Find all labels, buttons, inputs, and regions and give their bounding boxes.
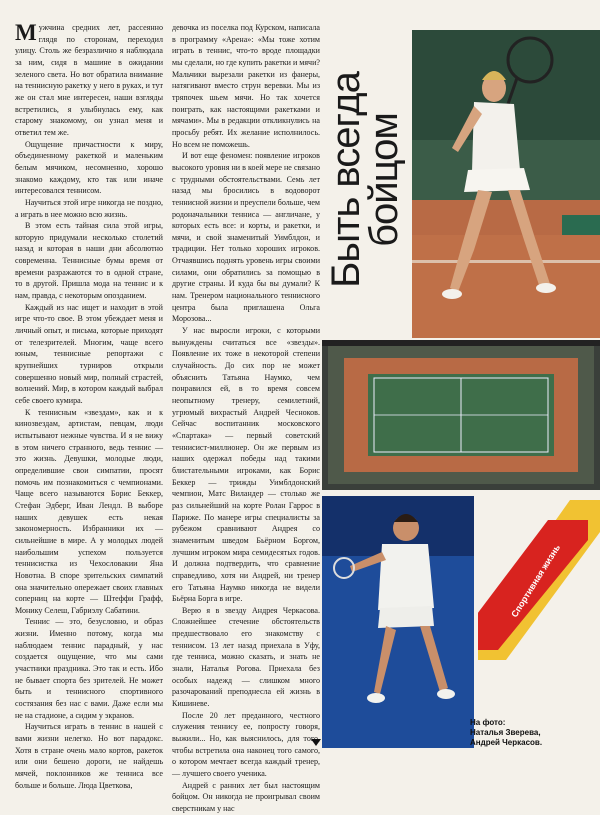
continue-arrow-icon xyxy=(311,739,321,746)
photo-player-zvereva xyxy=(412,30,600,338)
paragraph: Андрей с ранних лет был настоящим бойцом. Он никогда не проигрывал своим сверстникам у нас xyxy=(172,780,320,813)
article-column-1 xyxy=(15,22,163,791)
paragraph: ужчина средних лет, рассеянно глядя по сторонам, переходил улицу. Столь же безразлично я наблюдала за ним, сидя в машине в ожидании зеленого света. Но вот обратила внимание на теннисную ракетку у него в руках, и тут же он стал мне интересен, наши взгляды встретились, я улыбнулась ему, как старому знакомому, он узнал меня и ответил тем же. xyxy=(15,23,163,137)
paragraph: Ощущение причастности к миру, объединенному ракеткой и маленьким белым мячиком, несомненно, хорошо знакомо каждому, кто так или иначе интересовался теннисом. xyxy=(15,139,163,196)
paragraph: У нас выросли игроки, с которыми вынуждены считаться все «звезды». Появление их тоже в некоторой степени случайность. До сих пор не может объяснить Татьяна Наумко, чем понравился ей, в то время совсем неопытному тренеру, семилетний, угрюмый вихрастый Андрей Чесноков. Сейчас воспитанник московского «Спартака» — первый советский теннисист-миллионер. Он же первым из наших одержал победы над такими блистательными игроками, как Борис Беккер — трижды Уимблдонский чемпион, Матс Виландер — столько же раз сильнейший на корте Ролан Гаррос в Париже. По манере игры специалисты за рубежом сравнивают Андрея со знаменитым шведом Бьёрном Боргом, лучшим игроком мира семидесятых годов. И должна подтвердить, что сравнение справедливо, хотя ни Андрей, ни тренер его Татьяна Наумко никогда не видели Бьёрна Борга в игре. xyxy=(172,326,320,604)
paragraph: Теннис — это, безусловно, и образ жизни. Именно потому, когда мы наблюдаем теннис парадный, у нас создается ощущение, что мы сами участники праздника. Это так и есть. Ибо не бывает спорта без зрителей. Не может быть и теннисного спортивного состязания без нас с вами. Даже если мы не на стадионе, а сидим у экранов. xyxy=(15,617,163,720)
paragraph: девочка из поселка под Курском, написала в программу «Арена»: «Мы тоже хотим играть в теннис, что-то вроде площадки мы сделали, но где купить ракетки и мячи? Мальчики вырезали ракетки из фанеры, натягивают вместо струн веревки. Мы из тряпочек шьем мячи. Но так хочется поиграть, как настоящими ракетками и мячами». Мы в редакции откликнулись на просьбу ребят. Их желание исполнилось. Но всем не поможешь. xyxy=(172,23,320,149)
banner-label: Спортивная жизнь xyxy=(509,542,563,620)
paragraph: Научиться играть в теннис в нашей с вами жизни нелегко. Но вот парадокс. Хотя в стране очень мало кортов, ракеток или они бешено дороги, не найдешь мячей, поклонников же тенниса все больше и больше. Люда Цветкова, xyxy=(15,722,163,790)
paragraph: К теннисным «звездам», как и к кинозвездам, артистам, певцам, люди испытывают нежные чувства. И я не вижу в этом ничего странного, ведь теннис — это жизнь. Девушки, молодые люди, определившие свои симпатии, просят помочь им познакомиться с чемпионами. Чаще всего называются Борис Беккер, Стефан Эдберг, Иван Лендл. В выборе наших девушек есть некая закономерность. Избранники их — сильнейшие в мире. А у молодых людей наибольшим успехом пользуется теннисистка из Чехословакии Яна Новотна. В споре зрительских симпатий она значительно опережает своих главных соперниц на корте — Штеффи Графф, Монику Селеш, Габриэлу Сабатини. xyxy=(15,407,163,615)
photo-player-cherkasov xyxy=(322,496,474,748)
title-line-1: Быть всегда xyxy=(324,72,369,288)
caption-line: На фото: xyxy=(470,718,506,727)
paragraph: Верю я в звезду Андрея Черкасова. Сложнейшее стечение обстоятельств предшествовало его знакомству с теннисом. 13 лет назад приехала в Уфу, где тенниса, можно сказать, и знать не знали, Наталья Рогова. Приехала без особых надежд — слишком много разочарований преподнесла ей жизнь в Кишиневе. xyxy=(172,605,320,709)
section-banner xyxy=(478,500,600,660)
title-line-2: бойцом xyxy=(362,113,407,247)
article-column-2 xyxy=(172,22,320,815)
caption-line: Андрей Черкасов. xyxy=(470,738,543,747)
photo-stadium-aerial xyxy=(322,340,600,490)
paragraph: Каждый из нас ищет и находит в этой игре что-то свое. В этом убеждает меня и личный опыт, и письма, которые приходят от телезрителей. Многим, чаще всего юным, теннисные репортажи с крупнейших турниров открыли совершенно новый мир, полный страстей, волнений. Мир, в котором каждый выбрал себе своего кумира. xyxy=(15,302,163,405)
photo-caption xyxy=(470,718,595,748)
paragraph: В этом есть тайная сила этой игры, которую придумали несколько столетий назад и которая в наши дни абсолютно современна. Теннисные бумы время от времени разражаются то в одной стране, то в другой. Пришла мода на теннис и к нам, правда, с некоторым опозданием. xyxy=(15,221,163,301)
drop-cap: М xyxy=(15,20,37,45)
paragraph: После 20 лет преданного, честного служения теннису ее, попросту говоря, выжили... Но, как выяснилось, для того, чтобы встретила она наконец того самого, о котором мечтает всегда каждый тренер,— лучшего своего ученика. xyxy=(172,710,320,778)
paragraph: И вот еще феномен: появление игроков высокого уровня ни в коей мере не связано с трудными обстоятельствами. Семь лет назад мы бросились в водоворот теннисной жизни и преуспели больше, чем родоначальники тенниса — англичане, у которых есть все: и корты, и ракетки, и мячи, и свой знаменитый Уимблдон, и традиции. Нет только хороших игроков. Отчаявшись поднять уровень игры своими силами, они обратились за помощью в другие страны. И куда бы вы думали? К нам. Тренером национального теннисного центра была приглашена Ольга Морозова... xyxy=(172,151,320,324)
caption-line: Наталья Зверева, xyxy=(470,728,541,737)
paragraph: Научиться этой игре никогда не поздно, а играть в нее можно всю жизнь. xyxy=(15,197,163,219)
article-title xyxy=(322,30,408,330)
